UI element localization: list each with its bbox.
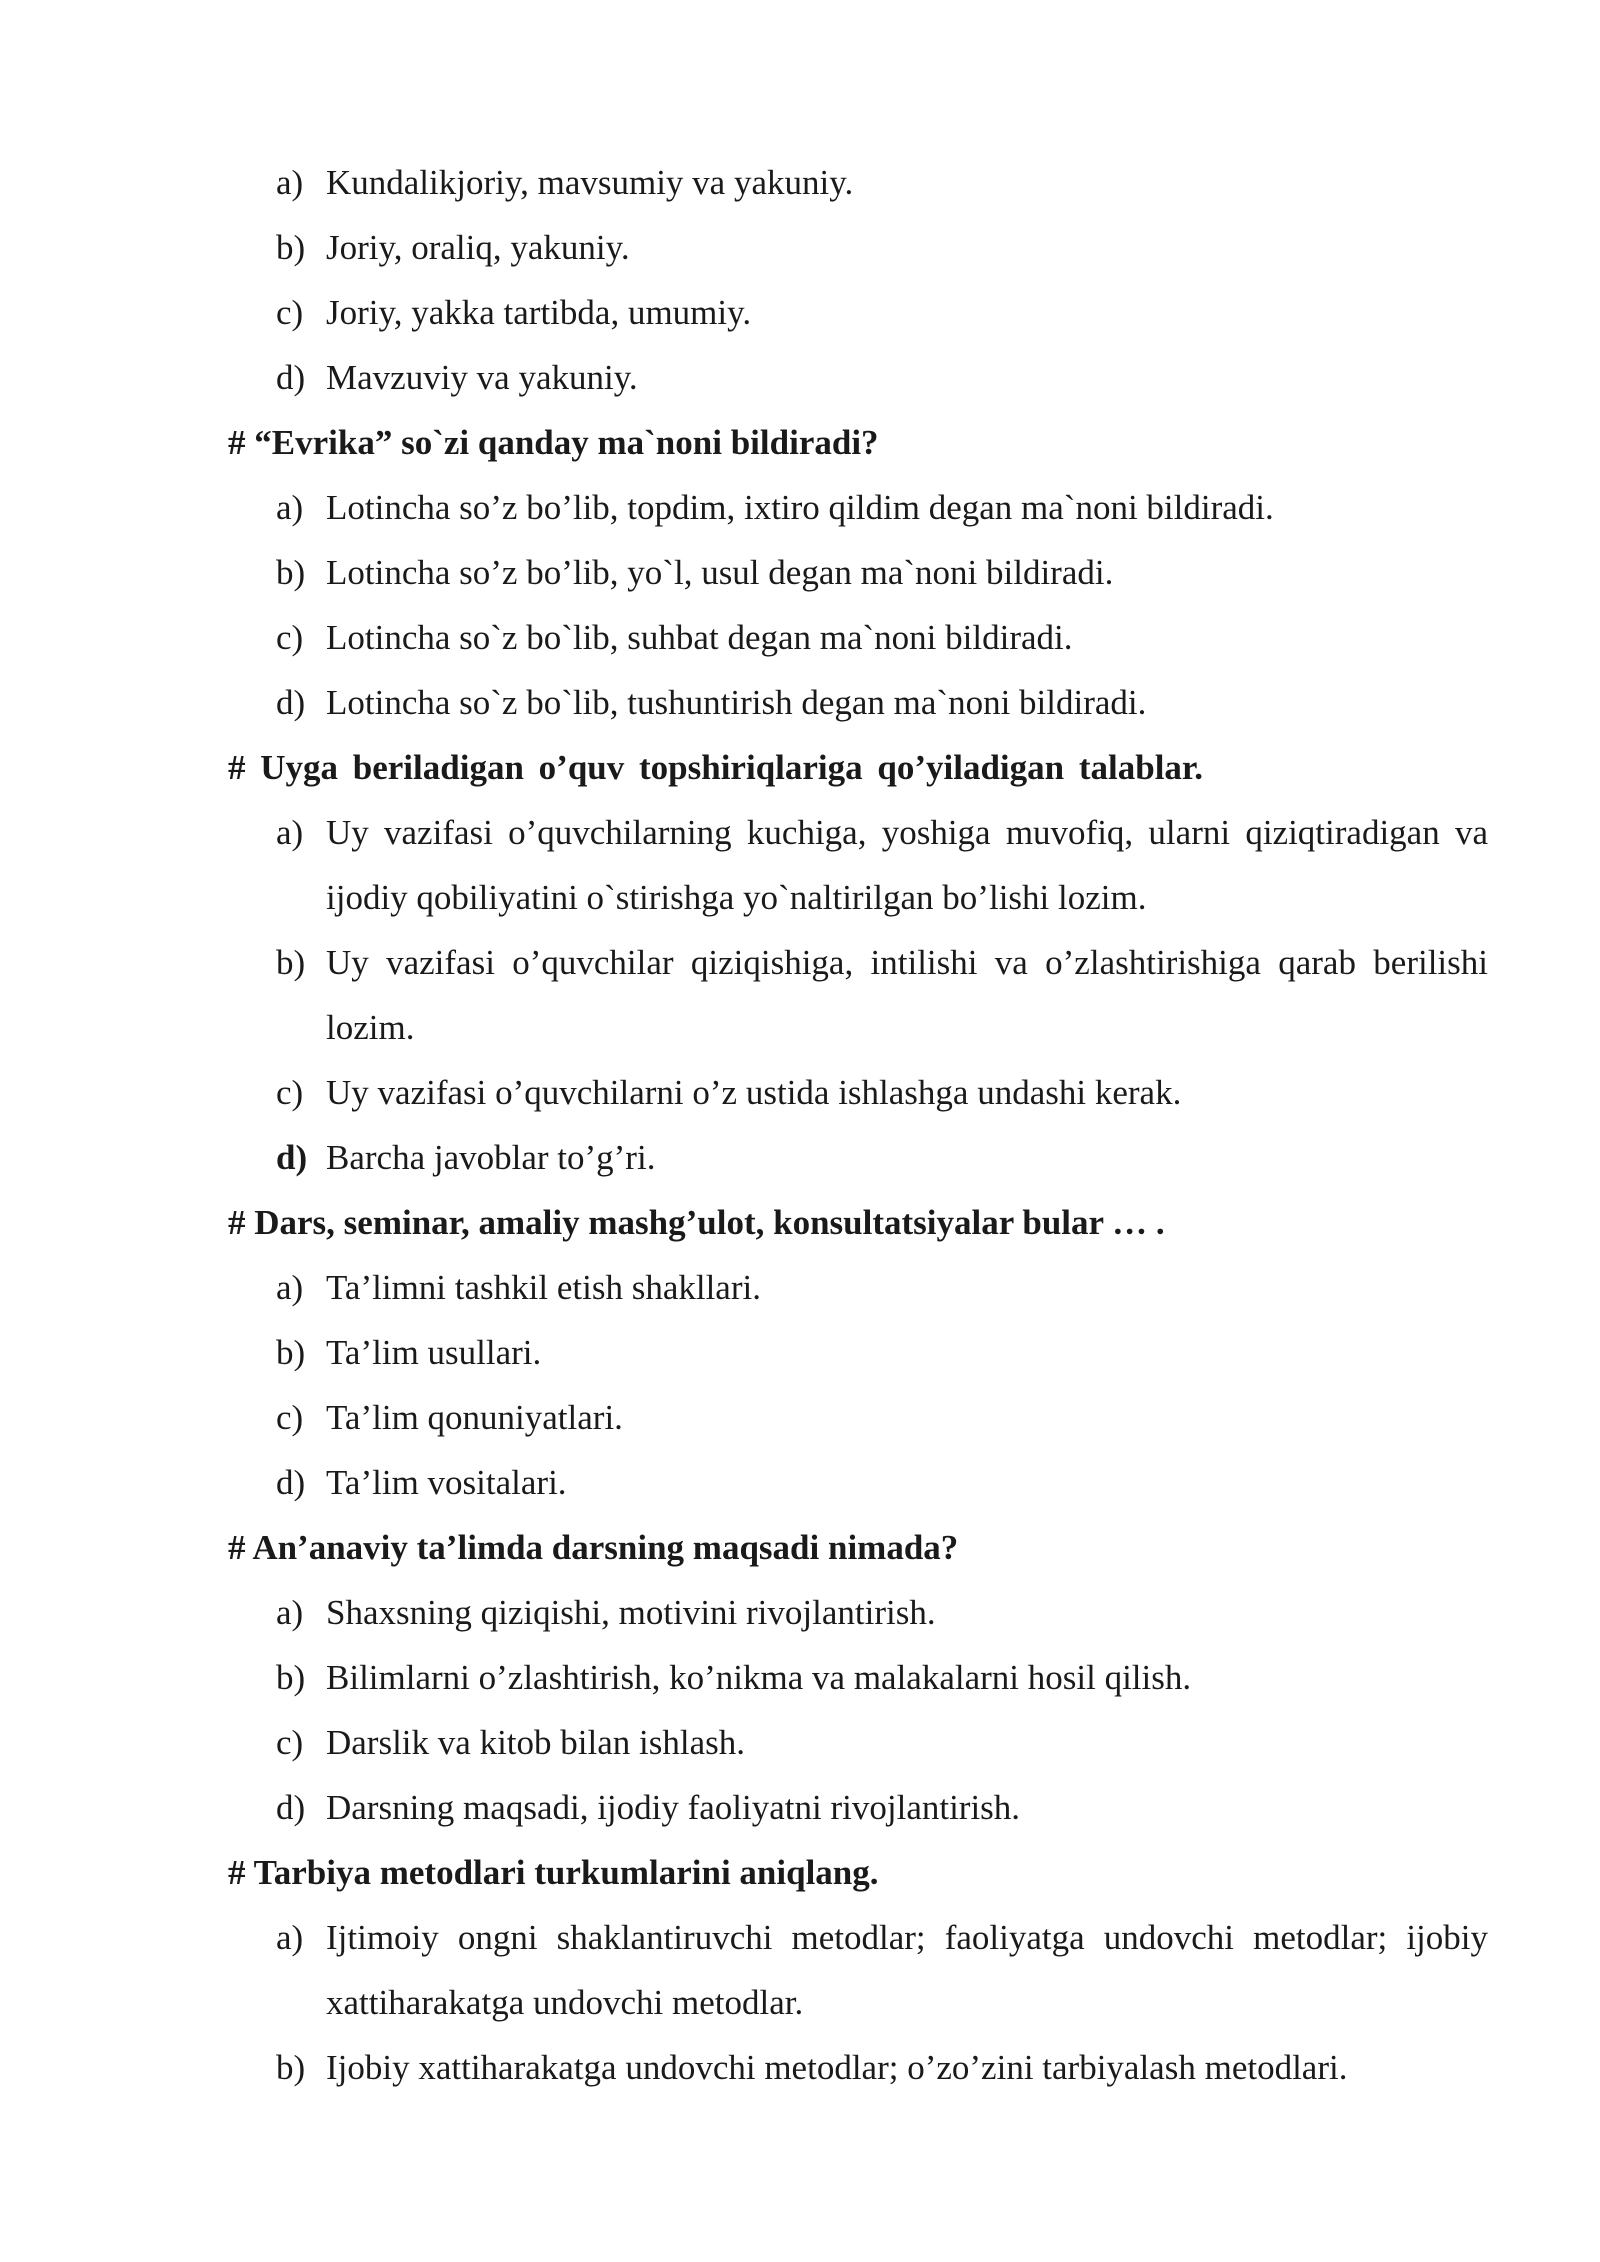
option-letter: d) xyxy=(276,1788,306,1827)
question-heading: # Tarbiya metodlari turkumlarini aniqlang. xyxy=(228,1853,879,1892)
option-text: Uy vazifasi o’quvchilarning kuchiga, yoshiga muvofiq, ularni qiziqtiradigan va ijodiy qobiliyatini o`stirishga yo`naltirilgan bo’lishi lozim. xyxy=(326,813,1488,917)
answer-option xyxy=(228,1255,1488,1320)
answer-option xyxy=(228,670,1488,735)
answer-option xyxy=(228,1060,1488,1125)
question-heading: # An’anaviy ta’limda darsning maqsadi nimada? xyxy=(228,1528,959,1567)
option-text: Barcha javoblar to’g’ri. xyxy=(326,1138,656,1177)
answer-option xyxy=(228,800,1488,930)
option-letter: d) xyxy=(276,1463,306,1502)
option-text: Lotincha so’z bo’lib, yo`l, usul degan ma`noni bildiradi. xyxy=(326,553,1114,592)
answer-option xyxy=(228,1320,1488,1385)
option-text: Joriy, yakka tartibda, umumiy. xyxy=(326,293,752,332)
question-block xyxy=(228,150,1488,410)
question-block xyxy=(228,410,1488,735)
option-text: Ijobiy xattiharakatga undovchi metodlar; o’zo’zini tarbiyalash metodlari. xyxy=(326,2048,1348,2087)
option-letter: c) xyxy=(276,293,304,332)
question-block xyxy=(228,1840,1488,2100)
question-heading: # “Evrika” so`zi qanday ma`noni bildiradi? xyxy=(228,423,879,462)
answer-option xyxy=(228,1125,1488,1190)
option-letter: b) xyxy=(276,553,306,592)
question-block xyxy=(228,1190,1488,1515)
option-text: Shaxsning qiziqishi, motivini rivojlantirish. xyxy=(326,1593,936,1632)
option-text: Ta’lim vositalari. xyxy=(326,1463,567,1502)
option-letter: a) xyxy=(276,1918,304,1957)
option-letter: c) xyxy=(276,1723,304,1762)
option-letter: d) xyxy=(276,358,306,397)
option-text: Ta’limni tashkil etish shakllari. xyxy=(326,1268,761,1307)
option-text: Ta’lim qonuniyatlari. xyxy=(326,1398,623,1437)
answer-option xyxy=(228,345,1488,410)
answer-option xyxy=(228,1580,1488,1645)
answer-option xyxy=(228,1710,1488,1775)
option-text: Darslik va kitob bilan ishlash. xyxy=(326,1723,745,1762)
answer-option xyxy=(228,540,1488,605)
option-text: Darsning maqsadi, ijodiy faoliyatni rivojlantirish. xyxy=(326,1788,1021,1827)
answer-option xyxy=(228,1905,1488,2035)
option-text: Joriy, oraliq, yakuniy. xyxy=(326,228,630,267)
answer-option xyxy=(228,475,1488,540)
option-letter: b) xyxy=(276,228,306,267)
option-letter: a) xyxy=(276,163,304,202)
option-letter: b) xyxy=(276,943,306,982)
option-letter: c) xyxy=(276,1073,304,1112)
answer-option xyxy=(228,1450,1488,1515)
answer-option xyxy=(228,280,1488,345)
option-text: Bilimlarni o’zlashtirish, ko’nikma va malakalarni hosil qilish. xyxy=(326,1658,1192,1697)
option-letter: d) xyxy=(276,1138,308,1177)
option-letter: a) xyxy=(276,1593,304,1632)
option-text: Mavzuviy va yakuniy. xyxy=(326,358,638,397)
answer-option xyxy=(228,930,1488,1060)
option-letter: c) xyxy=(276,618,304,657)
option-text: Lotincha so`z bo`lib, tushuntirish degan ma`noni bildiradi. xyxy=(326,683,1147,722)
option-letter: b) xyxy=(276,2048,306,2087)
question-heading: # Dars, seminar, amaliy mashg’ulot, konsultatsiyalar bular … . xyxy=(228,1203,1165,1242)
answer-option xyxy=(228,1645,1488,1710)
question-block xyxy=(228,1515,1488,1840)
option-text: Lotincha so`z bo`lib, suhbat degan ma`noni bildiradi. xyxy=(326,618,1073,657)
answer-option xyxy=(228,2035,1488,2100)
answer-option xyxy=(228,150,1488,215)
option-text: Uy vazifasi o’quvchilar qiziqishiga, intilishi va o’zlashtirishiga qarab berilishi lozim. xyxy=(326,943,1488,1047)
option-text: Kundalikjoriy, mavsumiy va yakuniy. xyxy=(326,163,854,202)
quiz-content xyxy=(228,150,1488,2100)
option-letter: a) xyxy=(276,813,304,852)
option-text: Lotincha so’z bo’lib, topdim, ixtiro qildim degan ma`noni bildiradi. xyxy=(326,488,1274,527)
answer-option xyxy=(228,605,1488,670)
option-text: Uy vazifasi o’quvchilarni o’z ustida ishlashga undashi kerak. xyxy=(326,1073,1182,1112)
question-heading: # Uyga beriladigan o’quv topshiriqlariga qo’yiladigan talablar. xyxy=(228,748,1204,787)
option-text: Ta’lim usullari. xyxy=(326,1333,542,1372)
option-text: Ijtimoiy ongni shaklantiruvchi metodlar; faoliyatga undovchi metodlar; ijobiy xattiharakatga undovchi metodlar. xyxy=(326,1918,1488,2022)
answer-option xyxy=(228,215,1488,280)
answer-option xyxy=(228,1385,1488,1450)
option-letter: d) xyxy=(276,683,306,722)
answer-option xyxy=(228,1775,1488,1840)
option-letter: c) xyxy=(276,1398,304,1437)
option-letter: a) xyxy=(276,1268,304,1307)
option-letter: b) xyxy=(276,1658,306,1697)
option-letter: b) xyxy=(276,1333,306,1372)
option-letter: a) xyxy=(276,488,304,527)
question-block xyxy=(228,735,1488,1190)
